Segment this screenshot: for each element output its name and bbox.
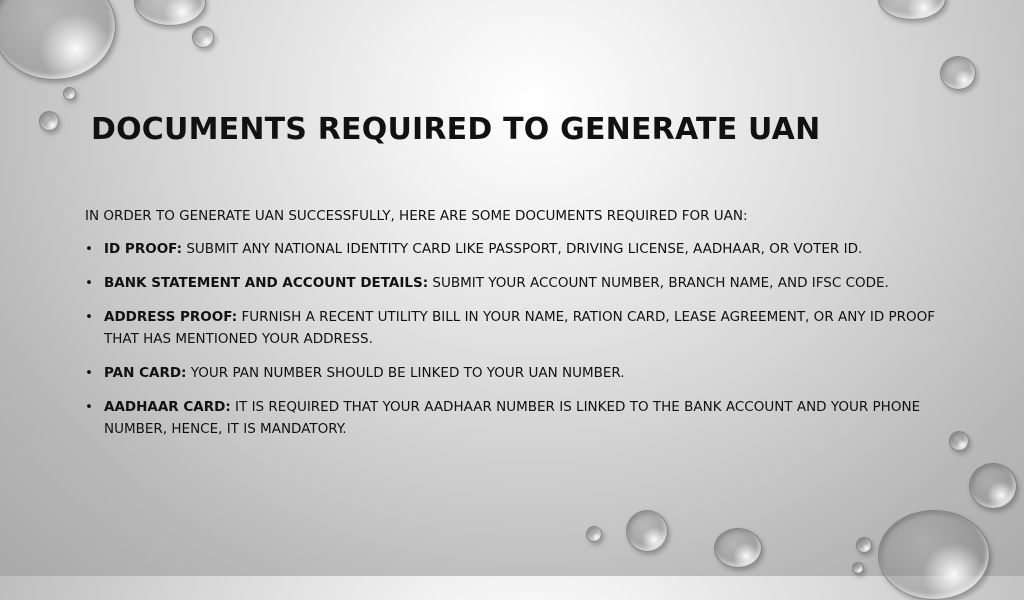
water-droplet-icon [714, 528, 762, 568]
item-text: SUBMIT YOUR ACCOUNT NUMBER, BRANCH NAME, AND IFSC CODE. [432, 275, 889, 291]
bullet-icon: • [85, 399, 93, 415]
water-droplet-icon [949, 431, 969, 451]
water-droplet-icon [856, 537, 872, 553]
water-droplet-icon [192, 26, 214, 48]
item-label: BANK STATEMENT AND ACCOUNT DETAILS: [104, 275, 429, 291]
item-label: ID PROOF: [104, 241, 183, 257]
bullet-icon: • [85, 309, 93, 325]
water-droplet-icon [134, 0, 206, 26]
list-item-pan-card [85, 362, 945, 384]
list-item-bank-statement [85, 272, 945, 294]
water-droplet-icon [626, 510, 668, 552]
item-label: ADDRESS PROOF: [104, 309, 238, 325]
item-text: SUBMIT ANY NATIONAL IDENTITY CARD LIKE PASSPORT, DRIVING LICENSE, AADHAAR, OR VOTER ID. [186, 241, 863, 257]
water-droplet-icon [586, 526, 602, 542]
bullet-icon: • [85, 241, 93, 257]
list-item-address-proof [85, 306, 945, 350]
list-item-aadhaar-card [85, 396, 945, 440]
water-droplet-icon [969, 463, 1017, 509]
item-label: PAN CARD: [104, 365, 187, 381]
water-droplet-icon [0, 0, 116, 80]
water-droplet-icon [852, 562, 864, 574]
item-text: IT IS REQUIRED THAT YOUR AADHAAR NUMBER IS LINKED TO THE BANK ACCOUNT AND YOUR PHONE NUMBER, HENCE, IT IS MANDATORY. [104, 399, 921, 437]
item-text: FURNISH A RECENT UTILITY BILL IN YOUR NAME, RATION CARD, LEASE AGREEMENT, OR ANY ID PROOF THAT HAS MENTIONED YOUR ADDRESS. [104, 309, 936, 347]
intro-text: IN ORDER TO GENERATE UAN SUCCESSFULLY, HERE ARE SOME DOCUMENTS REQUIRED FOR UAN: [85, 208, 748, 224]
list-item-id-proof [85, 238, 945, 260]
water-droplet-icon [878, 0, 946, 20]
item-text: YOUR PAN NUMBER SHOULD BE LINKED TO YOUR UAN NUMBER. [190, 365, 625, 381]
bullet-icon: • [85, 275, 93, 291]
slide-title: DOCUMENTS REQUIRED TO GENERATE UAN [91, 112, 821, 147]
bullet-icon: • [85, 365, 93, 381]
document-list [85, 238, 945, 440]
water-droplet-icon [878, 510, 990, 600]
water-droplet-icon [63, 87, 76, 100]
water-droplet-icon [39, 111, 59, 131]
water-droplet-icon [940, 56, 976, 90]
slide-body [85, 205, 945, 452]
item-label: AADHAAR CARD: [104, 399, 231, 415]
